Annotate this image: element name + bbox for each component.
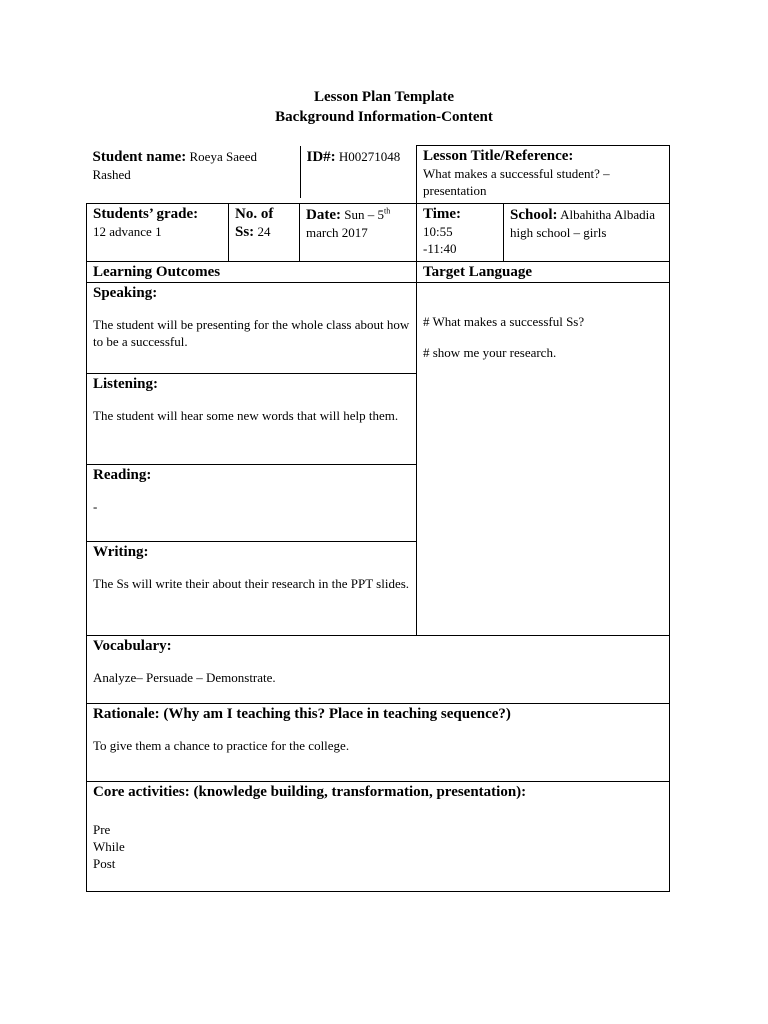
date-value-pre: Sun – 5 [344,207,384,222]
time-cell [417,204,504,262]
learning-outcomes-label: Learning Outcomes [93,264,221,280]
school-label: School: [510,207,558,223]
core-activities-label: Core activities: (knowledge building, transformation, presentation): [93,784,527,800]
writing-label: Writing: [93,544,149,560]
reading-text: - [93,499,98,514]
core-activities-row [87,782,670,892]
date-cell [300,204,417,262]
document-subtitle: Background Information-Content [275,109,493,125]
grade-label: Students’ grade: [93,206,199,222]
lesson-title-cell [417,146,670,204]
target-line-1: # What makes a successful Ss? [423,314,585,329]
lesson-title-value: What makes a successful student? – presentation [423,166,610,198]
listening-cell [87,374,417,465]
vocabulary-label: Vocabulary: [93,638,172,654]
student-id-subtable [87,146,417,198]
reading-cell [87,465,417,542]
time-value-2: -11:40 [423,241,457,256]
target-language-cell [417,283,670,636]
rationale-row [87,704,670,782]
core-activities-cell [87,782,670,892]
learning-outcomes-header [87,262,417,283]
target-language-label: Target Language [423,264,533,280]
listening-text: The student will hear some new words that will help them. [93,408,399,423]
core-item-pre: Pre [93,822,111,837]
speaking-label: Speaking: [93,285,158,301]
speaking-text: The student will be presenting for the whole class about how to be a successful. [93,317,410,349]
document-title: Lesson Plan Template [313,89,455,105]
target-language-header [417,262,670,283]
rationale-cell [87,704,670,782]
writing-text: The Ss will write their about their research in the PPT slides. [93,576,410,591]
time-label: Time: [423,206,462,222]
school-cell [504,204,670,262]
student-name-value: Roeya Saeed Rashed [92,148,258,182]
grade-value: 12 advance 1 [93,224,162,239]
student-name-cell [87,146,417,204]
speaking-cell [87,283,417,374]
listening-label: Listening: [93,376,159,392]
date-value-sup: th [383,206,391,216]
rationale-label: Rationale: (Why am I teaching this? Place in teaching sequence?) [93,706,511,722]
student-name-label: Student name: [92,148,187,165]
target-line-2: # show me your research. [423,345,557,360]
vocabulary-cell [87,636,670,704]
vocabulary-row [87,636,670,704]
num-students-cell [229,204,300,262]
id-value: H00271048 [338,148,401,164]
date-value-post: march 2017 [306,225,368,240]
id-label: ID#: [306,148,336,165]
student-name-inner [87,146,301,198]
date-label: Date: [306,207,341,223]
core-item-post: Post [93,856,116,871]
num-students-label-2: Ss: [235,224,255,240]
grade-cell [87,204,229,262]
outcomes-header-row [87,262,670,283]
title-block [0,88,768,127]
reading-label: Reading: [93,467,152,483]
num-students-label-1: No. of [235,206,274,222]
header-row-1 [87,146,670,204]
header-row-2 [87,204,670,262]
lesson-title-label: Lesson Title/Reference: [423,148,574,164]
speaking-row [87,283,670,374]
school-value: Albahitha Albadia high school – girls [510,207,656,240]
vocabulary-text: Analyze– Persuade – Demonstrate. [93,670,276,685]
lesson-plan-table [86,145,670,892]
core-item-while: While [93,839,125,854]
id-cell [300,146,416,198]
rationale-text: To give them a chance to practice for the college. [93,738,350,753]
time-value-1: 10:55 [423,224,453,239]
writing-cell [87,542,417,636]
num-students-value: 24 [257,224,271,239]
